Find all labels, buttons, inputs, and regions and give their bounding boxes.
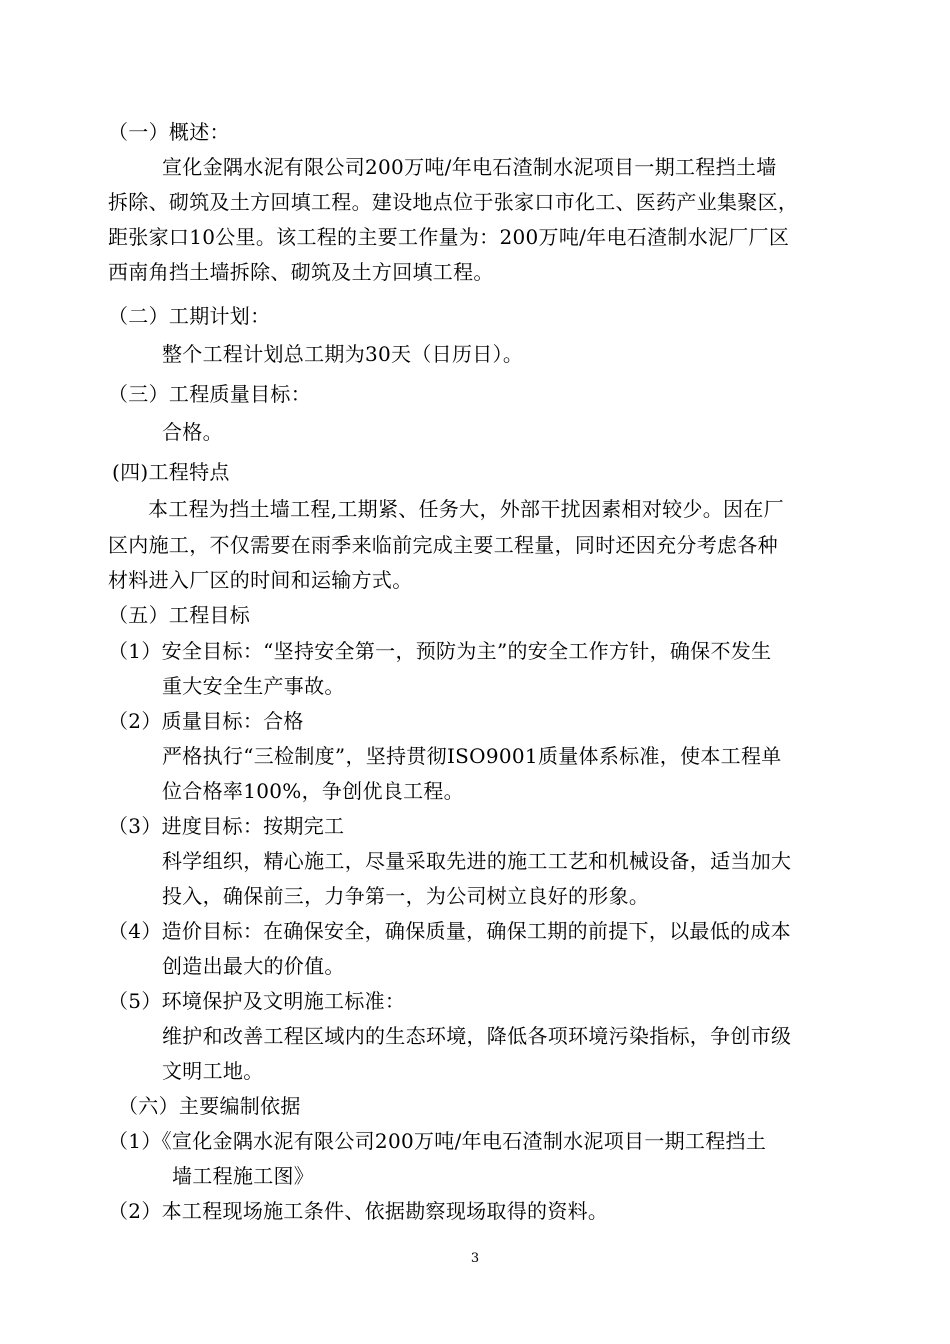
paragraph-line: 合格。 [162, 420, 223, 444]
paragraph-line: 本工程为挡土墙工程,工期紧、任务大，外部干扰因素相对较少。因在厂 [148, 497, 784, 521]
list-item-line: 重大安全生产事故。 [162, 674, 345, 698]
list-item-line: 科学组织，精心施工，尽量采取先进的施工工艺和机械设备，适当加大 [162, 849, 792, 873]
section-heading-basis: （六）主要编制依据 [118, 1094, 301, 1118]
list-item-line: （2）本工程现场施工条件、依据勘察现场取得的资料。 [108, 1199, 609, 1223]
paragraph-line: 材料进入厂区的时间和运输方式。 [108, 568, 413, 592]
page-number: 3 [470, 1251, 480, 1266]
list-item-line: 墙工程施工图》 [172, 1164, 315, 1188]
list-item-line: （2）质量目标：合格 [108, 709, 304, 733]
list-item-line: 位合格率100%，争创优良工程。 [162, 779, 464, 803]
paragraph-line: 距张家口10公里。该工程的主要工作量为：200万吨/年电石渣制水泥厂厂区 [108, 225, 790, 249]
paragraph-line: 区内施工，不仅需要在雨季来临前完成主要工程量，同时还因充分考虑各种 [108, 533, 778, 557]
list-item-line: （1）《宣化金隅水泥有限公司200万吨/年电石渣制水泥项目一期工程挡土 [108, 1129, 767, 1153]
list-item-line: （5）环境保护及文明施工标准： [108, 989, 406, 1013]
list-item-line: （4）造价目标：在确保安全，确保质量，确保工期的前提下，以最低的成本 [108, 919, 791, 943]
list-item-line: 创造出最大的价值。 [162, 954, 345, 978]
paragraph-line: 西南角挡土墙拆除、砌筑及土方回填工程。 [108, 260, 494, 284]
paragraph-line: 整个工程计划总工期为30天（日历日）。 [162, 342, 524, 366]
section-heading-overview: （一）概述： [108, 120, 230, 144]
list-item-line: 文明工地。 [162, 1059, 264, 1083]
list-item-line: 投入，确保前三，力争第一，为公司树立良好的形象。 [162, 884, 650, 908]
section-heading-goals: （五）工程目标 [108, 603, 251, 627]
paragraph-line: 拆除、砌筑及土方回填工程。建设地点位于张家口市化工、医药产业集聚区， [108, 190, 799, 214]
paragraph-line: 宣化金隅水泥有限公司200万吨/年电石渣制水泥项目一期工程挡土墙 [162, 155, 777, 179]
list-item-line: （1）安全目标：“坚持安全第一，预防为主”的安全工作方针，确保不发生 [108, 639, 772, 663]
section-heading-features: (四)工程特点 [112, 460, 230, 484]
section-heading-schedule: （二）工期计划： [108, 304, 271, 328]
section-heading-quality: （三）工程质量目标： [108, 382, 311, 406]
list-item-line: 维护和改善工程区域内的生态环境，降低各项环境污染指标，争创市级 [162, 1024, 792, 1048]
list-item-line: 严格执行“三检制度”，坚持贯彻ISO9001质量体系标准，使本工程单 [162, 744, 782, 768]
list-item-line: （3）进度目标：按期完工 [108, 814, 345, 838]
